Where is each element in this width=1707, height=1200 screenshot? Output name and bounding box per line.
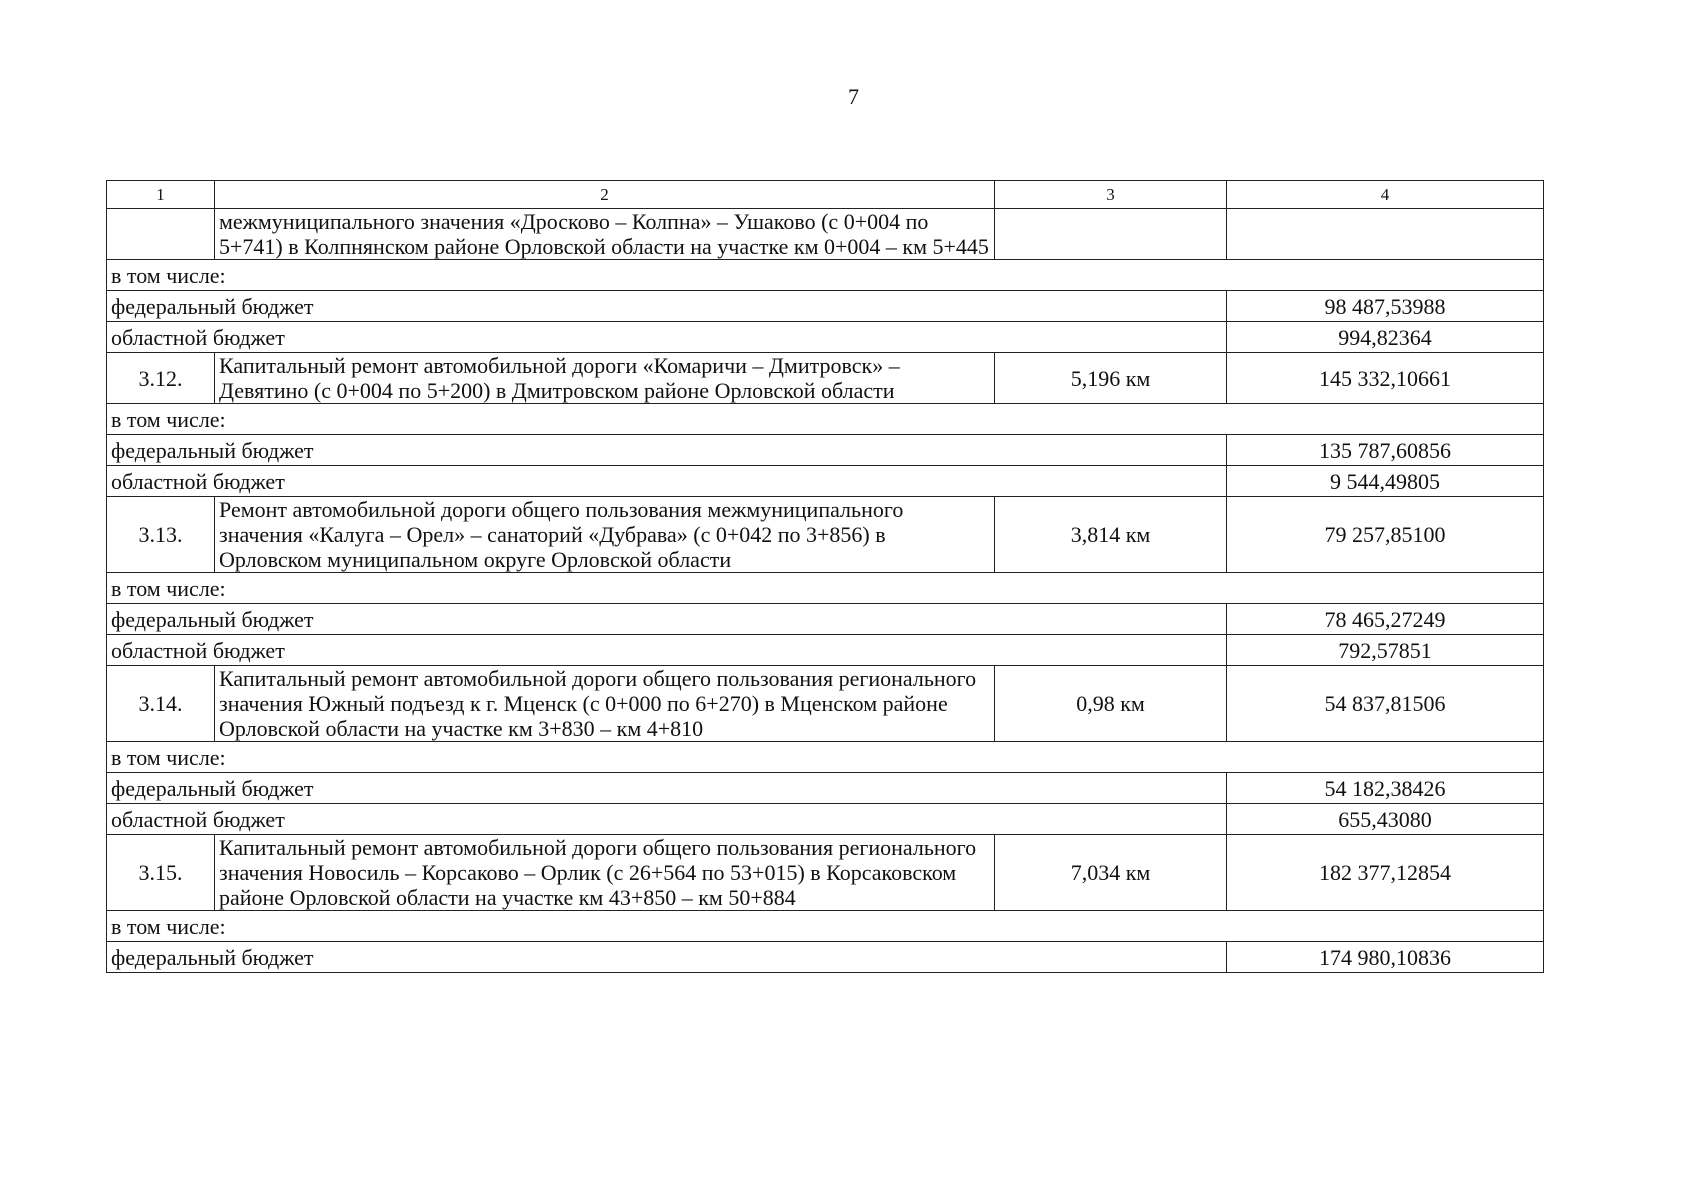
budget-source-label: областной бюджет bbox=[107, 466, 1227, 497]
including-row bbox=[107, 742, 1544, 773]
budget-source-label: областной бюджет bbox=[107, 635, 1227, 666]
item-length: 3,814 км bbox=[995, 497, 1227, 573]
work-item-row bbox=[107, 835, 1544, 911]
column-number-1: 1 bbox=[107, 181, 215, 209]
budget-source-amount: 135 787,60856 bbox=[1227, 435, 1544, 466]
item-number bbox=[107, 209, 215, 260]
including-row bbox=[107, 260, 1544, 291]
column-number-4: 4 bbox=[1227, 181, 1544, 209]
budget-source-amount: 174 980,10836 bbox=[1227, 942, 1544, 973]
item-length bbox=[995, 209, 1227, 260]
work-item-row bbox=[107, 666, 1544, 742]
including-label: в том числе: bbox=[107, 404, 1544, 435]
including-label: в том числе: bbox=[107, 260, 1544, 291]
budget-source-row bbox=[107, 291, 1544, 322]
including-label: в том числе: bbox=[107, 911, 1544, 942]
item-description: межмуниципального значения «Дросково – Колпна» – Ушаково (с 0+004 по 5+741) в Колпнянском районе Орловской области на участке км 0+004 – км 5+445 bbox=[215, 209, 995, 260]
budget-source-amount: 98 487,53988 bbox=[1227, 291, 1544, 322]
item-description: Капитальный ремонт автомобильной дороги «Комаричи – Дмитровск» – Девятино (с 0+004 по 5+200) в Дмитровском районе Орловской области bbox=[215, 353, 995, 404]
budget-source-label: федеральный бюджет bbox=[107, 942, 1227, 973]
item-description: Капитальный ремонт автомобильной дороги общего пользования регионального значения Новосиль – Корсаково – Орлик (с 26+564 по 53+015) в Корсаковском районе Орловской области на участке км 43+850 – км 50+884 bbox=[215, 835, 995, 911]
item-amount: 145 332,10661 bbox=[1227, 353, 1544, 404]
budget-source-label: областной бюджет bbox=[107, 804, 1227, 835]
including-label: в том числе: bbox=[107, 573, 1544, 604]
budget-source-row bbox=[107, 635, 1544, 666]
item-amount: 79 257,85100 bbox=[1227, 497, 1544, 573]
item-length: 0,98 км bbox=[995, 666, 1227, 742]
work-item-row bbox=[107, 497, 1544, 573]
table-header-row bbox=[107, 181, 1544, 209]
budget-source-amount: 994,82364 bbox=[1227, 322, 1544, 353]
page-number: 7 bbox=[848, 84, 859, 109]
budget-source-amount: 54 182,38426 bbox=[1227, 773, 1544, 804]
budget-source-row bbox=[107, 435, 1544, 466]
budget-source-label: федеральный бюджет bbox=[107, 435, 1227, 466]
budget-source-label: федеральный бюджет bbox=[107, 604, 1227, 635]
budget-source-amount: 792,57851 bbox=[1227, 635, 1544, 666]
budget-source-amount: 655,43080 bbox=[1227, 804, 1544, 835]
item-number: 3.13. bbox=[107, 497, 215, 573]
budget-source-row bbox=[107, 942, 1544, 973]
budget-source-amount: 78 465,27249 bbox=[1227, 604, 1544, 635]
item-length: 7,034 км bbox=[995, 835, 1227, 911]
budget-source-row bbox=[107, 604, 1544, 635]
item-amount bbox=[1227, 209, 1544, 260]
budget-source-label: областной бюджет bbox=[107, 322, 1227, 353]
work-item-row bbox=[107, 209, 1544, 260]
budget-table bbox=[106, 180, 1544, 973]
budget-source-row bbox=[107, 804, 1544, 835]
item-amount: 182 377,12854 bbox=[1227, 835, 1544, 911]
work-item-row bbox=[107, 353, 1544, 404]
budget-source-row bbox=[107, 466, 1544, 497]
item-description: Капитальный ремонт автомобильной дороги общего пользования регионального значения Южный подъезд к г. Мценск (с 0+000 по 6+270) в Мценском районе Орловской области на участке км 3+830 – км 4+810 bbox=[215, 666, 995, 742]
column-number-2: 2 bbox=[215, 181, 995, 209]
budget-source-label: федеральный бюджет bbox=[107, 773, 1227, 804]
including-row bbox=[107, 404, 1544, 435]
including-row bbox=[107, 911, 1544, 942]
budget-source-label: федеральный бюджет bbox=[107, 291, 1227, 322]
item-number: 3.15. bbox=[107, 835, 215, 911]
including-row bbox=[107, 573, 1544, 604]
column-number-3: 3 bbox=[995, 181, 1227, 209]
item-number: 3.12. bbox=[107, 353, 215, 404]
including-label: в том числе: bbox=[107, 742, 1544, 773]
budget-source-row bbox=[107, 773, 1544, 804]
item-amount: 54 837,81506 bbox=[1227, 666, 1544, 742]
item-description: Ремонт автомобильной дороги общего пользования межмуниципального значения «Калуга – Орел» – санаторий «Дубрава» (с 0+042 по 3+856) в Орловском муниципальном округе Орловской области bbox=[215, 497, 995, 573]
budget-source-row bbox=[107, 322, 1544, 353]
budget-source-amount: 9 544,49805 bbox=[1227, 466, 1544, 497]
item-number: 3.14. bbox=[107, 666, 215, 742]
item-length: 5,196 км bbox=[995, 353, 1227, 404]
